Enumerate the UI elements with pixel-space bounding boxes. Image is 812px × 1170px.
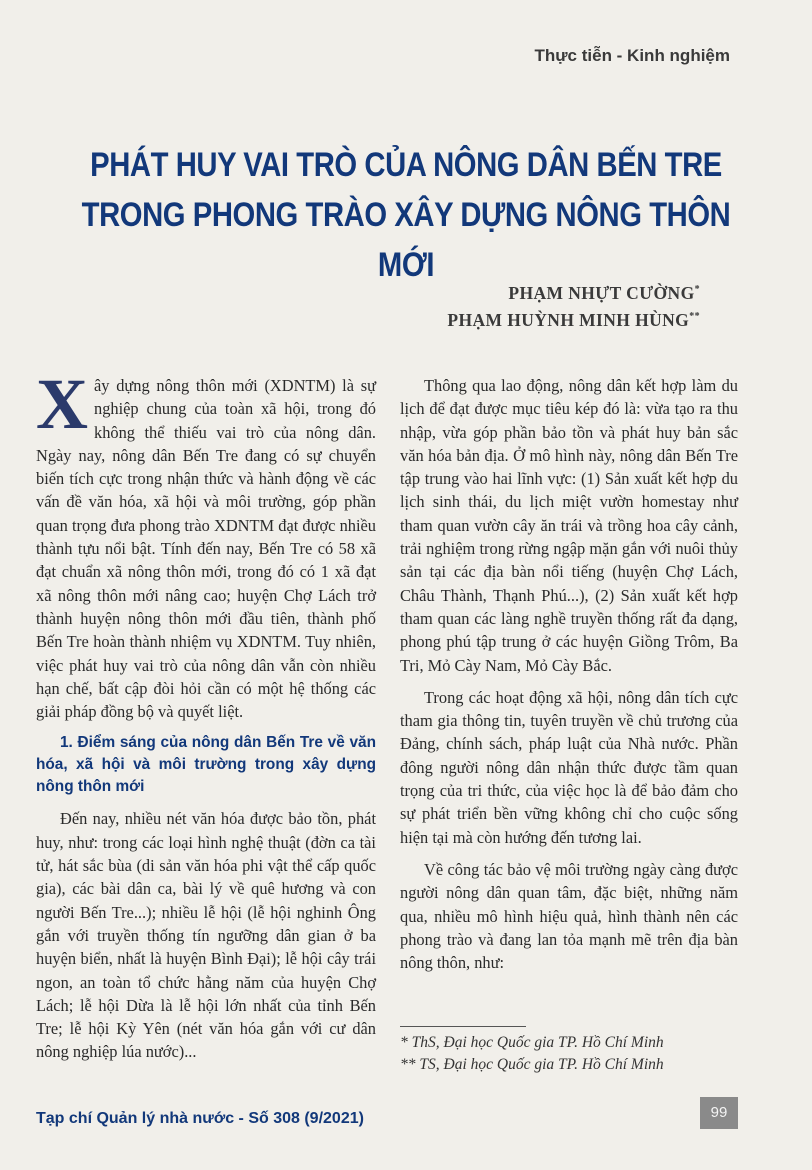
- body-paragraph: Trong các hoạt động xã hội, nông dân tích cực tham gia thông tin, tuyên truyền về chủ trương của Đảng, chính sách, pháp luật của Nhà nước. Phần đông người nông dân nhận thức được tầm quan trọng của tri thức, của việc học là để bảo đảm cho sự phát triển bền vững không chỉ cho cuộc sống hiện tại mà còn hướng đến tương lai.: [400, 687, 738, 847]
- footnote-divider: [400, 1026, 526, 1027]
- journal-footer: Tạp chí Quản lý nhà nước - Số 308 (9/2021): [36, 1110, 364, 1127]
- page-number: 99: [700, 1097, 738, 1129]
- author-1: [447, 278, 700, 305]
- footnote-2: ** TS, Đại học Quốc gia TP. Hồ Chí Minh: [400, 1056, 664, 1073]
- article-title: [0, 140, 812, 290]
- author-2-mark: **: [689, 310, 700, 322]
- title-line-1: PHÁT HUY VAI TRÒ CỦA NÔNG DÂN BẾN TRE: [90, 146, 722, 184]
- intro-paragraph: [36, 364, 376, 723]
- author-2: [447, 305, 700, 332]
- left-column: [36, 364, 376, 1064]
- footnotes: [400, 1032, 740, 1076]
- author-1-name: PHẠM NHỰT CƯỜNG: [508, 282, 695, 303]
- body-paragraph: Đến nay, nhiều nét văn hóa được bảo tồn, phát huy, như: trong các loại hình nghệ thuật (đờn ca tài tử, hát sắc bùa (di sản văn hóa phi vật thể cấp quốc gia), các bài dân ca, bài lý về quê hương và con người Bến Tre...); nhiều lễ hội (lễ hội nghinh Ông gắn với truyền thống tín ngưỡng dân gian ở ba huyện biển, nhất là huyện Bình Đại); lễ hội cây trái ngon, an toàn tổ chức hằng năm của huyện Chợ Lách; lễ hội Dừa là lễ hội lớn nhất của tỉnh Bến Tre; lễ hội Kỳ Yên (nét văn hóa gắn với cư dân nông nghiệp lúa nước)...: [36, 809, 376, 1062]
- drop-cap: X: [36, 364, 88, 444]
- right-column: [400, 374, 738, 974]
- footnote-1: * ThS, Đại học Quốc gia TP. Hồ Chí Minh: [400, 1034, 664, 1051]
- body-paragraph: Thông qua lao động, nông dân kết hợp làm du lịch để đạt được mục tiêu kép đó là: vừa tạo ra thu nhập, vừa góp phần bảo tồn và phát huy bản sắc văn hóa bản địa. Ở mô hình này, nông dân Bến Tre tập trung vào hai lĩnh vực: (1) Sản xuất kết hợp du lịch sinh thái, du lịch miệt vườn homestay như tham quan vườn cây ăn trái và trồng hoa cây cảnh, trải nghiệm trong rừng ngập mặn gắn với nuôi thủy sản tại các địa bàn nổi tiếng (huyện Chợ Lách, Châu Thành, Thạnh Phú...), (2) Sản xuất kết hợp tham quan các làng nghề truyền thống rất đa dạng, phong phú tập trung ở các huyện Giồng Trôm, Ba Tri, Mỏ Cày Nam, Mỏ Cày Bắc.: [400, 376, 738, 675]
- body-paragraph: Về công tác bảo vệ môi trường ngày càng được người nông dân quan tâm, đặc biệt, những năm qua, nhiều mô hình hiệu quả, hình thành nên các phong trào và đang lan tỏa mạnh mẽ trên địa bàn nông thôn, như:: [400, 859, 738, 973]
- title-line-2: TRONG PHONG TRÀO XÂY DỰNG NÔNG THÔN MỚI: [81, 196, 731, 284]
- intro-text: ây dựng nông thôn mới (XDNTM) là sự nghiệp chung của toàn xã hội, trong đó không thể thiếu vai trò của nông dân. Ngày nay, nông dân Bến Tre đang có sự chuyển biến tích cực trong nhận thức và hành động về các vấn đề văn hóa, xã hội và môi trường, góp phần quan trọng đưa phong trào XDNTM đạt được nhiều thành tựu nổi bật. Tính đến nay, Bến Tre có 58 xã đạt chuẩn xã nông thôn mới, trong đó có 1 xã đạt xã nông thôn mới nâng cao; huyện Chợ Lách trở thành huyện nông thôn mới đầu tiên, thành phố Bến Tre hoàn thành nhiệm vụ XDNTM. Tuy nhiên, việc phát huy vai trò của nông dân vẫn còn nhiều hạn chế, bất cập đòi hỏi cần có một hệ thống các giải pháp đồng bộ và quyết liệt.: [36, 376, 376, 722]
- author-block: [447, 278, 700, 332]
- author-1-mark: *: [694, 284, 700, 295]
- section-heading: 1. Điểm sáng của nông dân Bến Tre về văn hóa, xã hội và môi trường trong xây dựng nông thôn mới: [36, 734, 376, 796]
- section-label: Thực tiễn - Kinh nghiệm: [534, 46, 730, 65]
- author-2-name: PHẠM HUỲNH MINH HÙNG: [447, 309, 690, 330]
